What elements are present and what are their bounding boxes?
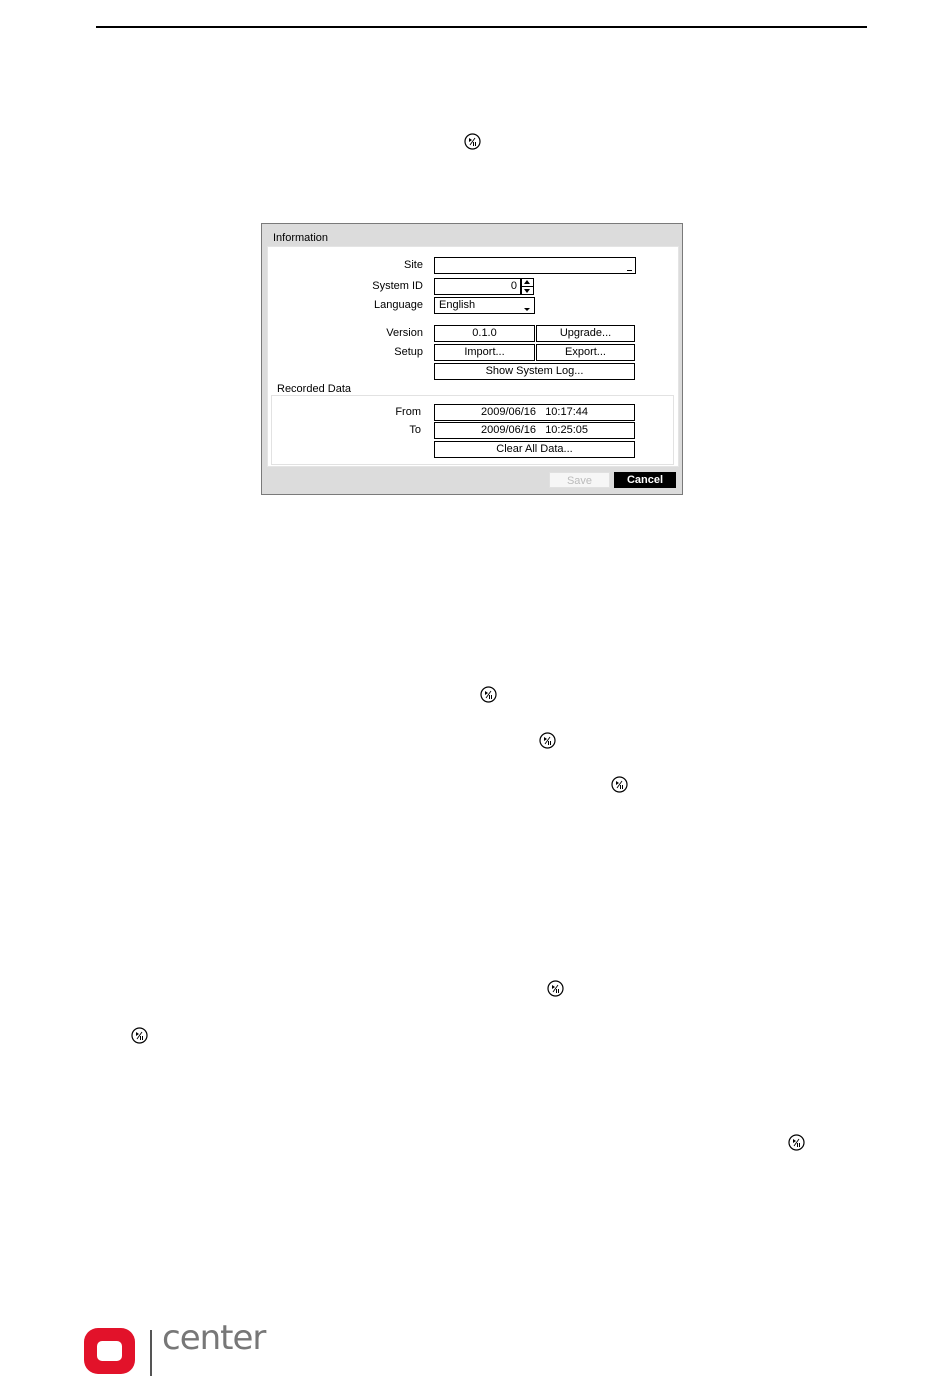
center-logo-mark-icon <box>82 1326 137 1376</box>
play-pause-button-icon <box>611 776 628 793</box>
dialog-body <box>267 246 679 467</box>
play-pause-button-icon <box>788 1134 805 1151</box>
cancel-button[interactable]: Cancel <box>614 472 676 488</box>
recorded-data-title: Recorded Data <box>277 383 351 395</box>
information-dialog <box>261 223 683 495</box>
to-label: To <box>409 424 421 436</box>
dialog-title: Information <box>273 232 329 244</box>
cursor-mark <box>627 270 632 271</box>
play-pause-button-icon <box>539 732 556 749</box>
play-pause-button-icon <box>131 1027 148 1044</box>
system-id-label: System ID <box>372 280 423 292</box>
show-system-log-button[interactable]: Show System Log... <box>434 363 635 380</box>
language-select[interactable]: English <box>434 297 535 314</box>
clear-all-data-button[interactable]: Clear All Data... <box>434 441 635 458</box>
system-id-spinner[interactable] <box>521 278 534 295</box>
spin-down-button[interactable] <box>522 287 533 294</box>
logo-separator <box>150 1330 152 1376</box>
site-input[interactable] <box>434 257 636 274</box>
system-id-input[interactable]: 0 <box>434 278 521 295</box>
play-pause-button-icon <box>547 980 564 997</box>
arrow-down-icon <box>524 289 530 293</box>
export-button[interactable]: Export... <box>536 344 635 361</box>
to-value: 2009/06/16 10:25:05 <box>434 422 635 439</box>
arrow-up-icon <box>524 280 530 284</box>
import-button[interactable]: Import... <box>434 344 535 361</box>
upgrade-button[interactable]: Upgrade... <box>536 325 635 342</box>
version-label: Version <box>386 327 423 339</box>
spin-up-button[interactable] <box>522 279 533 287</box>
site-label: Site <box>404 259 423 271</box>
from-value: 2009/06/16 10:17:44 <box>434 404 635 421</box>
play-pause-button-icon <box>480 686 497 703</box>
version-value: 0.1.0 <box>434 325 535 342</box>
header-rule <box>96 26 867 28</box>
logo-text: center <box>162 1318 266 1358</box>
play-pause-button-icon <box>464 133 481 150</box>
from-label: From <box>395 406 421 418</box>
save-button[interactable]: Save <box>549 472 610 488</box>
setup-label: Setup <box>394 346 423 358</box>
dropdown-icon <box>524 308 530 311</box>
language-label: Language <box>374 299 423 311</box>
